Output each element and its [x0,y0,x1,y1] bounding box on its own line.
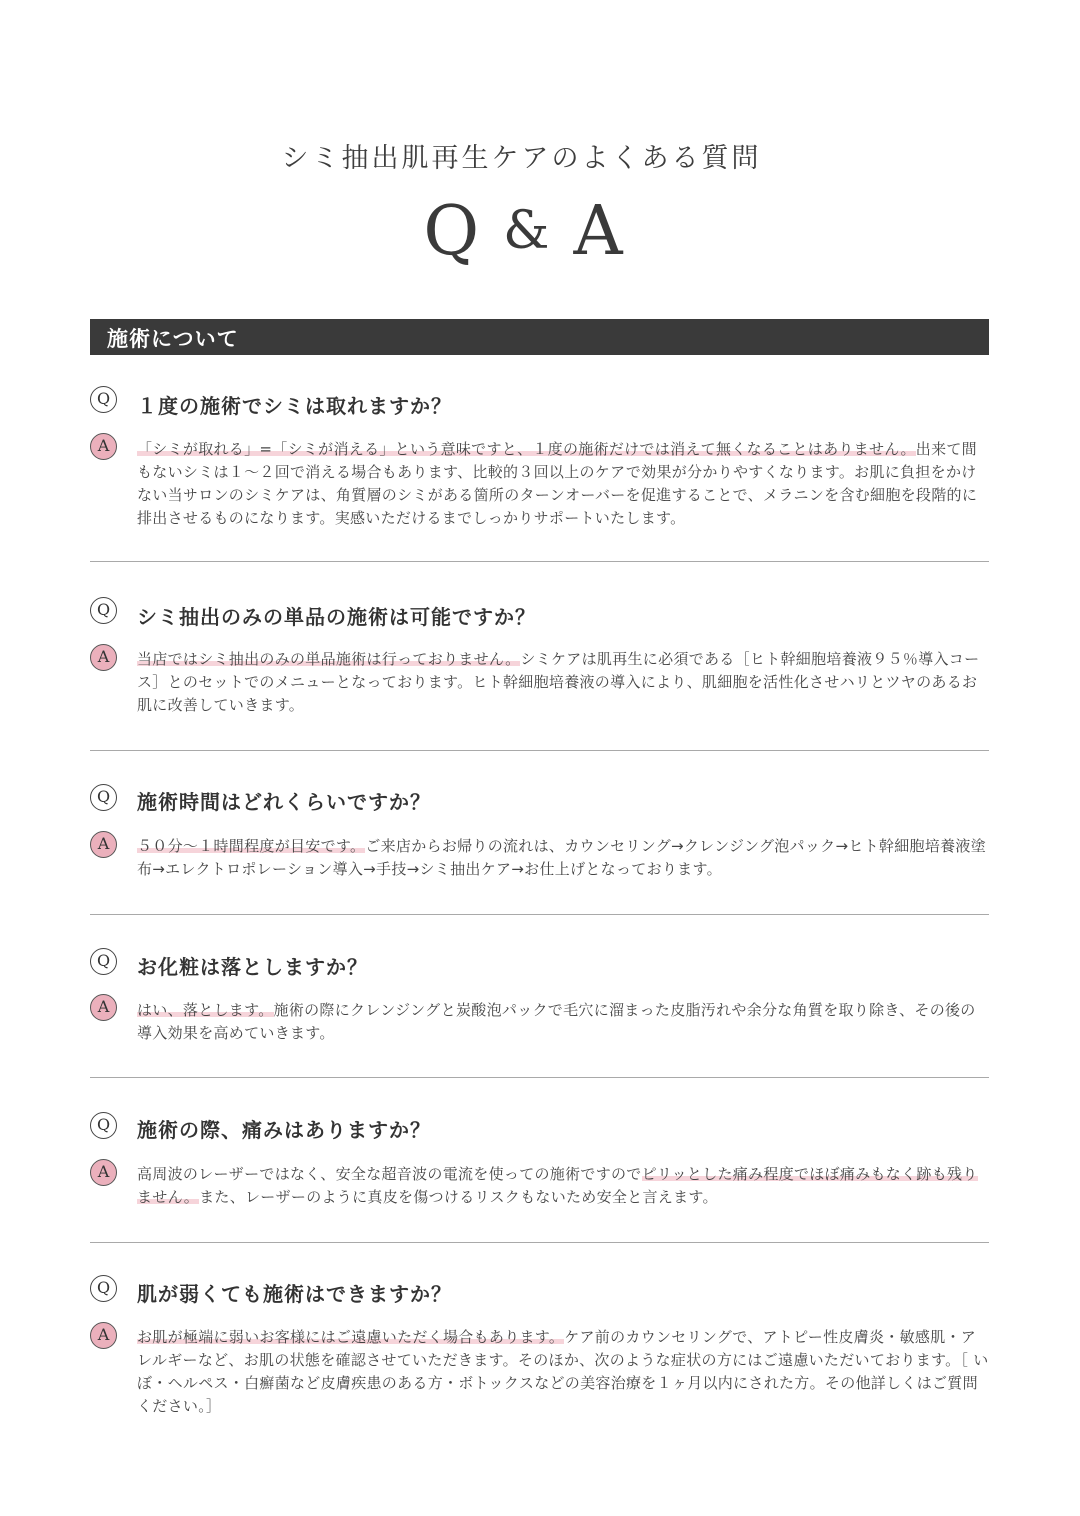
faq-answer [137,438,990,530]
faq-question: 施術の際、痛みはありますか？ [137,1118,431,1142]
answer-text: シミケアは肌再生に必須である［ヒト幹細胞培養液９５％導入コース］とのセットでのメニューとなっております。ヒト幹細胞培養液の導入により、肌細胞を活性化させハリとツヤのあるお肌に改善していきます。 [137,650,980,714]
faq-question: シミ抽出のみの単品の施術は可能ですか？ [137,605,536,629]
q-circle-icon: Q [90,784,117,811]
answer-text: 出来て間もないシミは１〜２回で消える場合もあります、比較的３回以上のケアで効果が分かりやすくなります。お肌に負担をかけない当サロンのシミケアは、角質層のシミがある箇所のターンオーバーを促進することで、メラニンを含む細胞を段階的に排出させるものになります。実感いただけるまでしっかりサポートいたします。 [137,440,978,527]
a-circle-icon: A [90,994,117,1021]
a-circle-icon: A [90,644,117,671]
page-title [0,192,1048,271]
faq-divider [90,914,989,915]
answer-text: ご来店からお帰りの流れは、カウンセリング→クレンジング泡パック→ヒト幹細胞培養液塗布→エレクトロポレーション導入→手技→シミ抽出ケア→お仕上げとなっております。 [137,837,987,878]
section-header-bar [90,319,989,355]
q-circle-icon: Q [90,1275,117,1302]
answer-text: また、レーザーのように真皮を傷つけるリスクもないため安全と言えます。 [199,1188,718,1206]
title-a: A [573,192,625,271]
section-title: 施術について [107,327,239,351]
answer-highlight: 「シミが取れる」=「シミが消える」という意味ですと、１度の施術だけでは消えて無くなることはありません。 [137,440,916,458]
a-circle-icon: A [90,1159,117,1186]
answer-highlight: お肌が極端に弱いお客様にはご遠慮いただく場合もあります。 [137,1328,565,1346]
page-subtitle: シミ抽出肌再生ケアのよくある質問 [281,143,762,174]
q-circle-icon: Q [90,948,117,975]
faq-answer [137,1163,990,1209]
q-circle-icon: Q [90,597,117,624]
faq-divider [90,750,989,751]
a-circle-icon: A [90,1322,117,1349]
faq-divider [90,1242,989,1243]
faq-question: 肌が弱くても施術はできますか？ [137,1282,452,1306]
faq-question: １度の施術でシミは取れますか？ [137,394,452,418]
faq-answer [137,648,990,717]
faq-answer [137,1326,990,1418]
faq-answer [137,835,990,881]
faq-answer [137,999,990,1045]
answer-text: ケア前のカウンセリングで、アトピー性皮膚炎・敏感肌・アレルギーなど、お肌の状態を確認させていただきます。そのほか、次のような症状の方にはご遠慮いただいております。［ いぼ・ヘルペス・白癬菌など皮膚疾患のある方・ボトックスなどの美容治療を１ヶ月以内にされた方。その他詳しくはご質問ください。］ [137,1328,989,1415]
a-circle-icon: A [90,831,117,858]
faq-question: お化粧は落としますか？ [137,955,368,979]
faq-divider [90,1077,989,1078]
a-circle-icon: A [90,433,117,460]
answer-highlight: ５０分〜１時間程度が目安です。 [137,837,366,855]
title-q: Q [423,192,482,271]
answer-highlight: はい、落とします。 [137,1001,274,1019]
answer-text: 施術の際にクレンジングと炭酸泡パックで毛穴に溜まった皮脂汚れや余分な角質を取り除き、その後の導入効果を高めていきます。 [137,1001,976,1042]
title-ampersand: & [503,201,552,261]
faq-divider [90,561,989,562]
q-circle-icon: Q [90,386,117,413]
answer-highlight: ピリッとした痛み程度でほぼ痛みもなく跡も残りません。 [137,1165,978,1206]
faq-question: 施術時間はどれくらいですか？ [137,790,431,814]
answer-highlight: 当店ではシミ抽出のみの単品施術は行っておりません。 [137,650,521,668]
answer-text-lead: 高周波のレーザーではなく、安全な超音波の電流を使っての施術ですので [137,1165,642,1183]
q-circle-icon: Q [90,1112,117,1139]
